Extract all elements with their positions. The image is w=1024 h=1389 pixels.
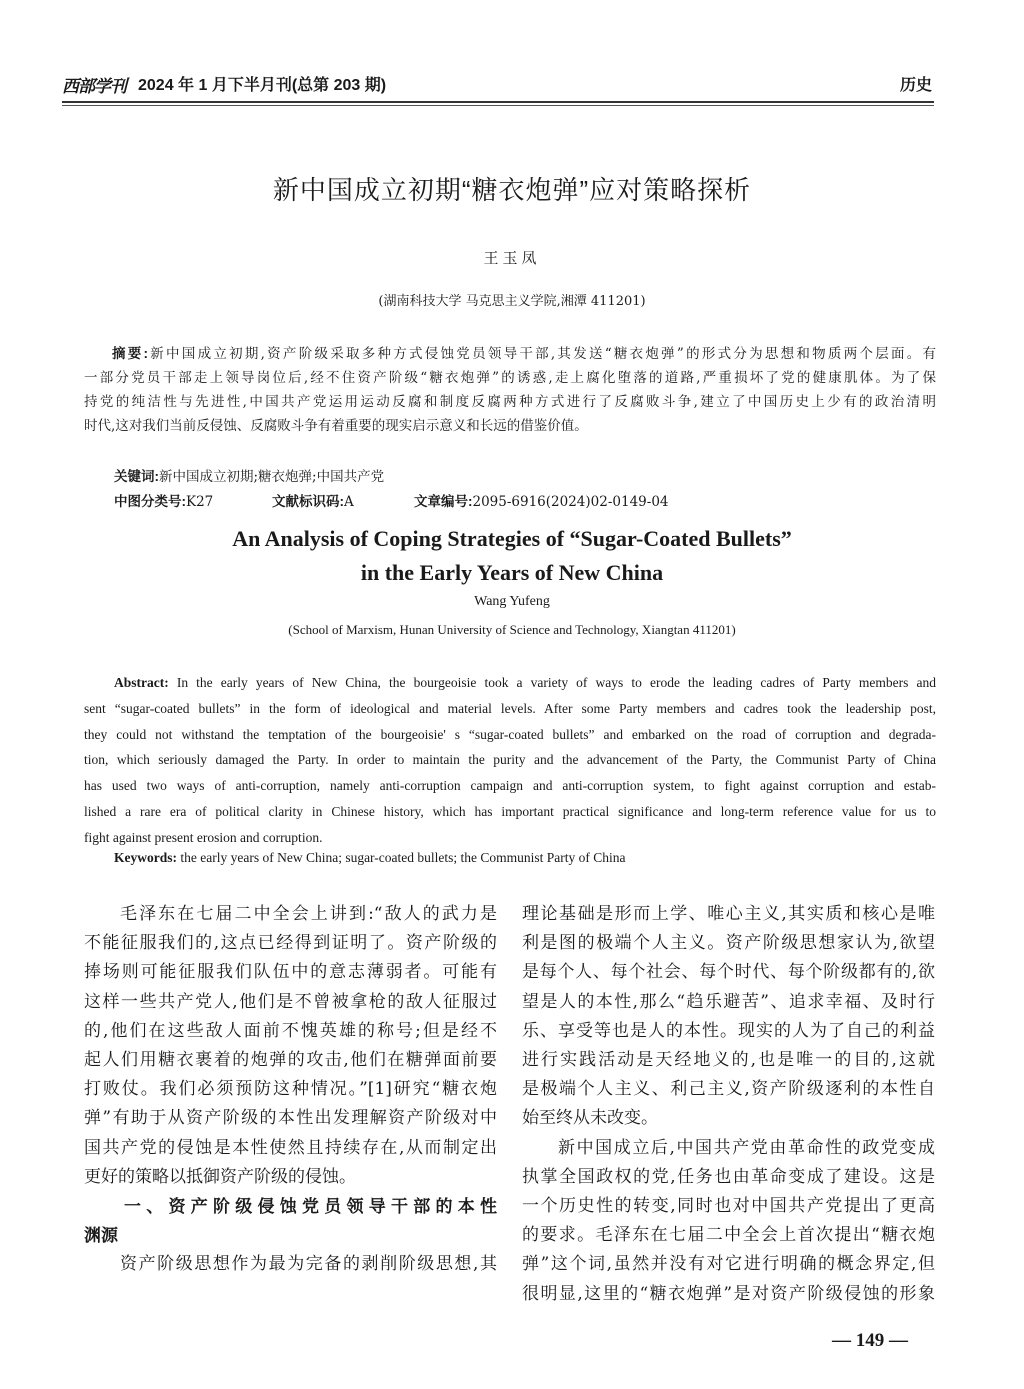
cn-abstract-line: 时代,这对我们当前反侵蚀、反腐败斗争有着重要的现实启示意义和长远的借鉴价值。	[84, 418, 588, 434]
en-abstract-line: lished a rare era of political clarity in Chinese history, which has important practical significance and long-term reference value for us to	[84, 803, 936, 819]
keywords-label: 关键词:	[114, 469, 159, 484]
english-abstract	[84, 670, 936, 851]
body-line: 进行实践活动是天经地义的,也是唯一的目的,这就	[522, 1050, 935, 1071]
english-affiliation: (School of Marxism, Hunan University of Science and Technology, Xiangtan 411201)	[288, 622, 736, 637]
line-text: In the early years of New China, the bourgeoisie took a variety of ways to erode the leading cadres of Party members and	[176, 675, 936, 690]
body-line: 的,他们在这些敌人面前不愧英雄的称号;但是经不	[84, 1020, 497, 1041]
clc-label: 中图分类号:	[114, 494, 186, 509]
section-heading: 一、资产阶级侵蚀党员领导干部的本性	[124, 1197, 497, 1217]
page-number: — 149 —	[832, 1330, 908, 1351]
body-line: 望是人的本性,那么“趋乐避苦”、追求幸福、及时行	[522, 991, 935, 1012]
clc-value: K27	[186, 494, 214, 510]
line-text: 新中国成立初期,资产阶级采取多种方式侵蚀党员领导干部,其发送“糖衣炮弹”的形式分为思想和物质两个层面。有	[148, 346, 937, 362]
journal-logo: 西部学刊	[62, 77, 126, 97]
body-line: 利是图的极端个人主义。资产阶级思想家认为,欲望	[522, 933, 935, 954]
cn-abstract-line: 持党的纯洁性与先进性,中国共产党运用运动反腐和制度反腐两种方式进行了反腐败斗争,建立了中国历史上少有的政治清明	[84, 394, 936, 410]
cn-keywords	[114, 465, 384, 485]
english-author: Wang Yufeng	[474, 594, 550, 609]
english-title-line: in the Early Years of New China	[360, 560, 664, 585]
doc-code-value: A	[344, 494, 354, 510]
en-abstract-line: has used two ways of anti-corruption, namely anti-corruption campaign and anti-corruption system, to fight against corruption and estab-	[84, 778, 936, 794]
body-line: 新中国成立后,中国共产党由革命性的政党变成	[558, 1137, 935, 1158]
en-abstract-line: sent “sugar-coated bullets” in the form of ideological and material levels. After some Party members and cadres took the leadership post,	[84, 700, 936, 716]
body-line: 弹”这个词,虽然并没有对它进行明确的概念界定,但	[522, 1254, 935, 1275]
body-line: 是极端个人主义、利己主义,资产阶级逐利的本性自	[522, 1079, 935, 1100]
body-line: 这样一些共产党人,他们是不曾被拿枪的敌人征服过	[84, 991, 497, 1012]
body-line: 资产阶级思想作为最为完备的剥削阶级思想,其	[120, 1254, 497, 1275]
en-abstract-line: tion, which seriously damaged the Party. In order to maintain the purity and the advancement of the Party, the Communist Party of China	[84, 752, 936, 768]
body-line: 打败仗。我们必须预防这种情况。”[1]研究“糖衣炮	[84, 1079, 497, 1100]
body-column-right	[522, 900, 935, 1309]
keywords-text: the early years of New China; sugar-coated bullets; the Communist Party of China	[180, 850, 626, 865]
doc-code-label: 文献标识码:	[272, 494, 344, 509]
body-line: 始至终从未改变。	[522, 1108, 658, 1129]
body-line: 起人们用糖衣裹着的炮弹的攻击,他们在糖弹面前要	[84, 1050, 497, 1071]
article-number	[414, 490, 669, 510]
doc-code	[272, 490, 354, 510]
affiliation: (湖南科技大学 马克思主义学院,湘潭 411201)	[378, 294, 646, 309]
body-line: 更好的策略以抵御资产阶级的侵蚀。	[84, 1166, 356, 1187]
english-title	[0, 522, 1024, 590]
abstract-label: 摘要:	[112, 346, 149, 361]
article-no-value: 2095-6916(2024)02-0149-04	[472, 494, 669, 510]
abstract-label: Abstract:	[114, 675, 169, 690]
body-line: 乐、享受等也是人的本性。现实的人为了自己的利益	[522, 1020, 935, 1041]
body-line: 捧场则可能征服我们队伍中的意志薄弱者。可能有	[84, 962, 497, 983]
en-abstract-line: fight against present erosion and corruption.	[84, 829, 323, 845]
header-rule	[62, 101, 934, 103]
body-line: 执掌全国政权的党,任务也由革命变成了建设。这是	[522, 1166, 935, 1187]
author: 王玉凤	[483, 249, 541, 267]
keywords-text: 新中国成立初期;糖衣炮弹;中国共产党	[159, 469, 385, 485]
body-line: 不能征服我们的,这点已经得到证明了。资产阶级的	[84, 933, 497, 954]
header-rule-thin	[62, 105, 934, 106]
cn-abstract-line: 一部分党员干部走上领导岗位后,经不住资产阶级“糖衣炮弹”的诱惑,走上腐化堕落的道路,严重损坏了党的健康肌体。为了保	[84, 370, 936, 386]
clc-number	[114, 490, 213, 510]
en-abstract-line: they could not withstand the temptation of the bourgeoisie' s “sugar-coated bullets” and embarked on the road of corruption and degrada-	[84, 726, 936, 742]
article-no-label: 文章编号:	[414, 494, 473, 509]
english-keywords	[114, 850, 626, 866]
cn-abstract	[84, 342, 936, 438]
body-line: 是每个人、每个社会、每个时代、每个阶级都有的,欲	[522, 962, 935, 983]
body-line: 很明显,这里的“糖衣炮弹”是对资产阶级侵蚀的形象	[522, 1283, 935, 1304]
english-title-line: An Analysis of Coping Strategies of “Sugar-Coated Bullets”	[232, 526, 792, 551]
body-line: 的要求。毛泽东在七届二中全会上首次提出“糖衣炮	[522, 1225, 935, 1246]
cn-abstract-line	[84, 342, 936, 366]
running-header	[62, 70, 932, 98]
body-line: 弹”有助于从资产阶级的本性出发理解资产阶级对中	[84, 1108, 497, 1129]
section-heading: 渊源	[84, 1226, 118, 1246]
body-column-left	[84, 900, 497, 1280]
body-line: 理论基础是形而上学、唯心主义,其实质和核心是唯	[522, 904, 935, 924]
paper-title: 新中国成立初期“糖衣炮弹”应对策略探析	[272, 175, 752, 205]
keywords-label: Keywords:	[114, 850, 177, 865]
issue-info: 2024 年 1 月下半月刊(总第 203 期)	[138, 77, 387, 94]
body-line: 一个历史性的转变,同时也对中国共产党提出了更高	[522, 1196, 935, 1217]
section-label: 历史	[899, 77, 932, 94]
body-line: 国共产党的侵蚀是本性使然且持续存在,从而制定出	[84, 1137, 497, 1158]
en-abstract-line	[84, 670, 936, 696]
body-line: 毛泽东在七届二中全会上讲到:“敌人的武力是	[120, 904, 497, 924]
